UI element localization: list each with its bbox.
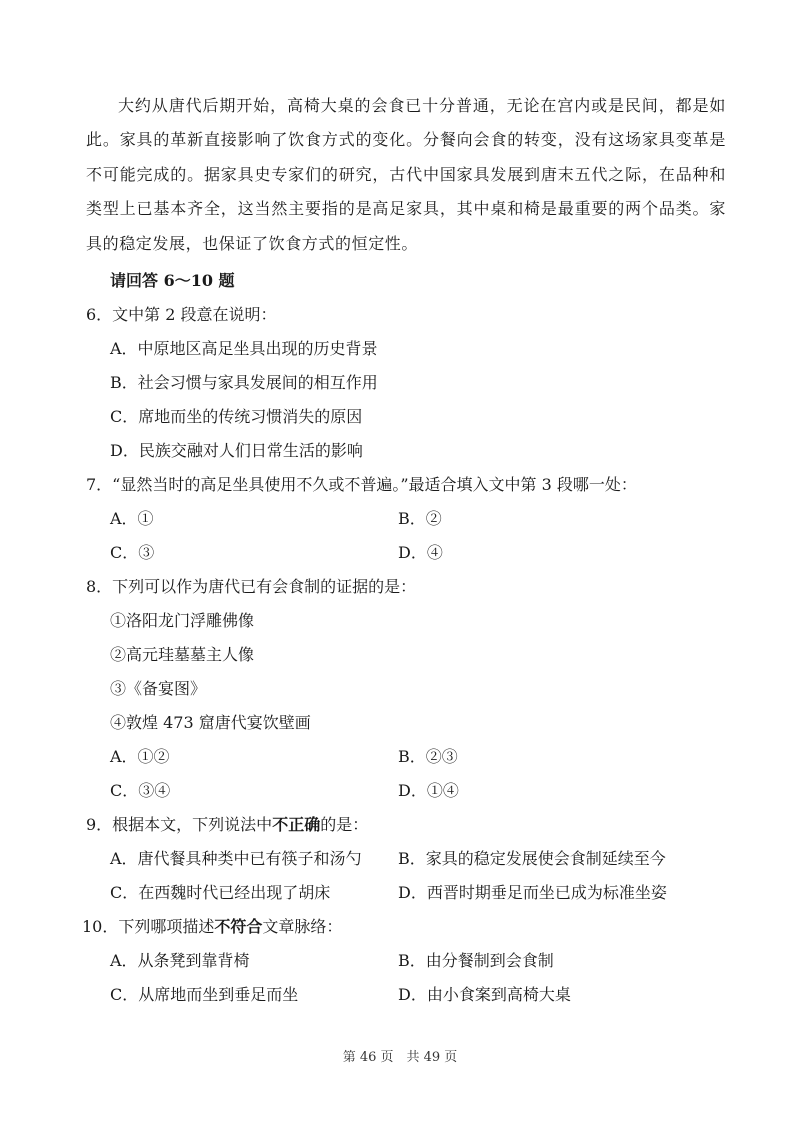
question-9-option-b: B．家具的稳定发展使会食制延续至今 (398, 849, 666, 868)
question-10-option-d: D．由小食案到高椅大桌 (398, 985, 571, 1004)
question-8-option-d: D．①④ (398, 781, 459, 800)
question-8-option-c: C．③④ (110, 781, 171, 800)
question-6-option-a: A．中原地区高足坐具出现的历史背景 (110, 339, 378, 358)
question-8-item-2: ②高元珪墓墓主人像 (110, 645, 255, 664)
question-7-stem: 7．“显然当时的高足坐具使用不久或不普遍。”最适合填入文中第 3 段哪一处： (86, 475, 637, 494)
question-9-stem-after: 的是： (320, 815, 369, 834)
question-9-stem-before: 9．根据本文，下列说法中 (86, 815, 273, 834)
question-9-option-a: A．唐代餐具种类中已有筷子和汤勺 (110, 849, 362, 868)
question-6-option-c: C．席地而坐的传统习惯消失的原因 (110, 407, 363, 426)
question-10-option-a: A．从条凳到靠背椅 (110, 951, 250, 970)
question-8-item-1: ①洛阳龙门浮雕佛像 (110, 611, 255, 630)
passage-paragraph: 大约从唐代后期开始，高椅大桌的会食已十分普通，无论在宫内或是民间，都是如此。家具的革新直接影响了饮食方式的变化。分餐向会食的转变，没有这场家具变革是不可能完成的。据家具史专家们的研究，古代中国家具发展到唐末五代之际，在品种和类型上已基本齐全，这当然主要指的是高足家具，其中桌和椅是最重要的两个品类。家具的稳定发展，也保证了饮食方式的恒定性。 (86, 96, 726, 253)
question-10-option-b: B．由分餐制到会食制 (398, 951, 554, 970)
question-7-option-a: A．① (110, 509, 154, 528)
question-8-stem: 8．下列可以作为唐代已有会食制的证据的是： (86, 577, 417, 596)
section-heading: 请回答 6～10 题 (110, 271, 235, 290)
question-9-stem (86, 812, 368, 835)
question-9-option-c: C．在西魏时代已经出现了胡床 (110, 883, 331, 902)
page-footer: 第 46 页 共 49 页 (342, 1050, 458, 1065)
question-10-stem-before: 10．下列哪项描述 (82, 917, 215, 936)
question-6-option-b: B．社会习惯与家具发展间的相互作用 (110, 373, 378, 392)
question-9-stem-emphasis: 不正确 (272, 815, 321, 834)
question-10-stem (82, 914, 342, 937)
question-6-stem: 6．文中第 2 段意在说明： (86, 305, 277, 324)
question-10-stem-emphasis: 不符合 (214, 917, 263, 936)
question-10-stem-after: 文章脉络： (262, 917, 343, 936)
question-7-option-c: C．③ (110, 543, 155, 562)
question-10-option-c: C．从席地而坐到垂足而坐 (110, 985, 299, 1004)
question-8-option-b: B．②③ (398, 747, 458, 766)
question-8-item-4: ④敦煌 473 窟唐代宴饮壁画 (110, 713, 311, 732)
question-8-option-a: A．①② (110, 747, 170, 766)
question-7-option-d: D．④ (398, 543, 443, 562)
question-7-option-b: B．② (398, 509, 442, 528)
question-9-option-d: D．西晋时期垂足而坐已成为标准坐姿 (398, 883, 667, 902)
question-6-option-d: D．民族交融对人们日常生活的影响 (110, 441, 363, 460)
question-8-item-3: ③《备宴图》 (110, 679, 207, 698)
